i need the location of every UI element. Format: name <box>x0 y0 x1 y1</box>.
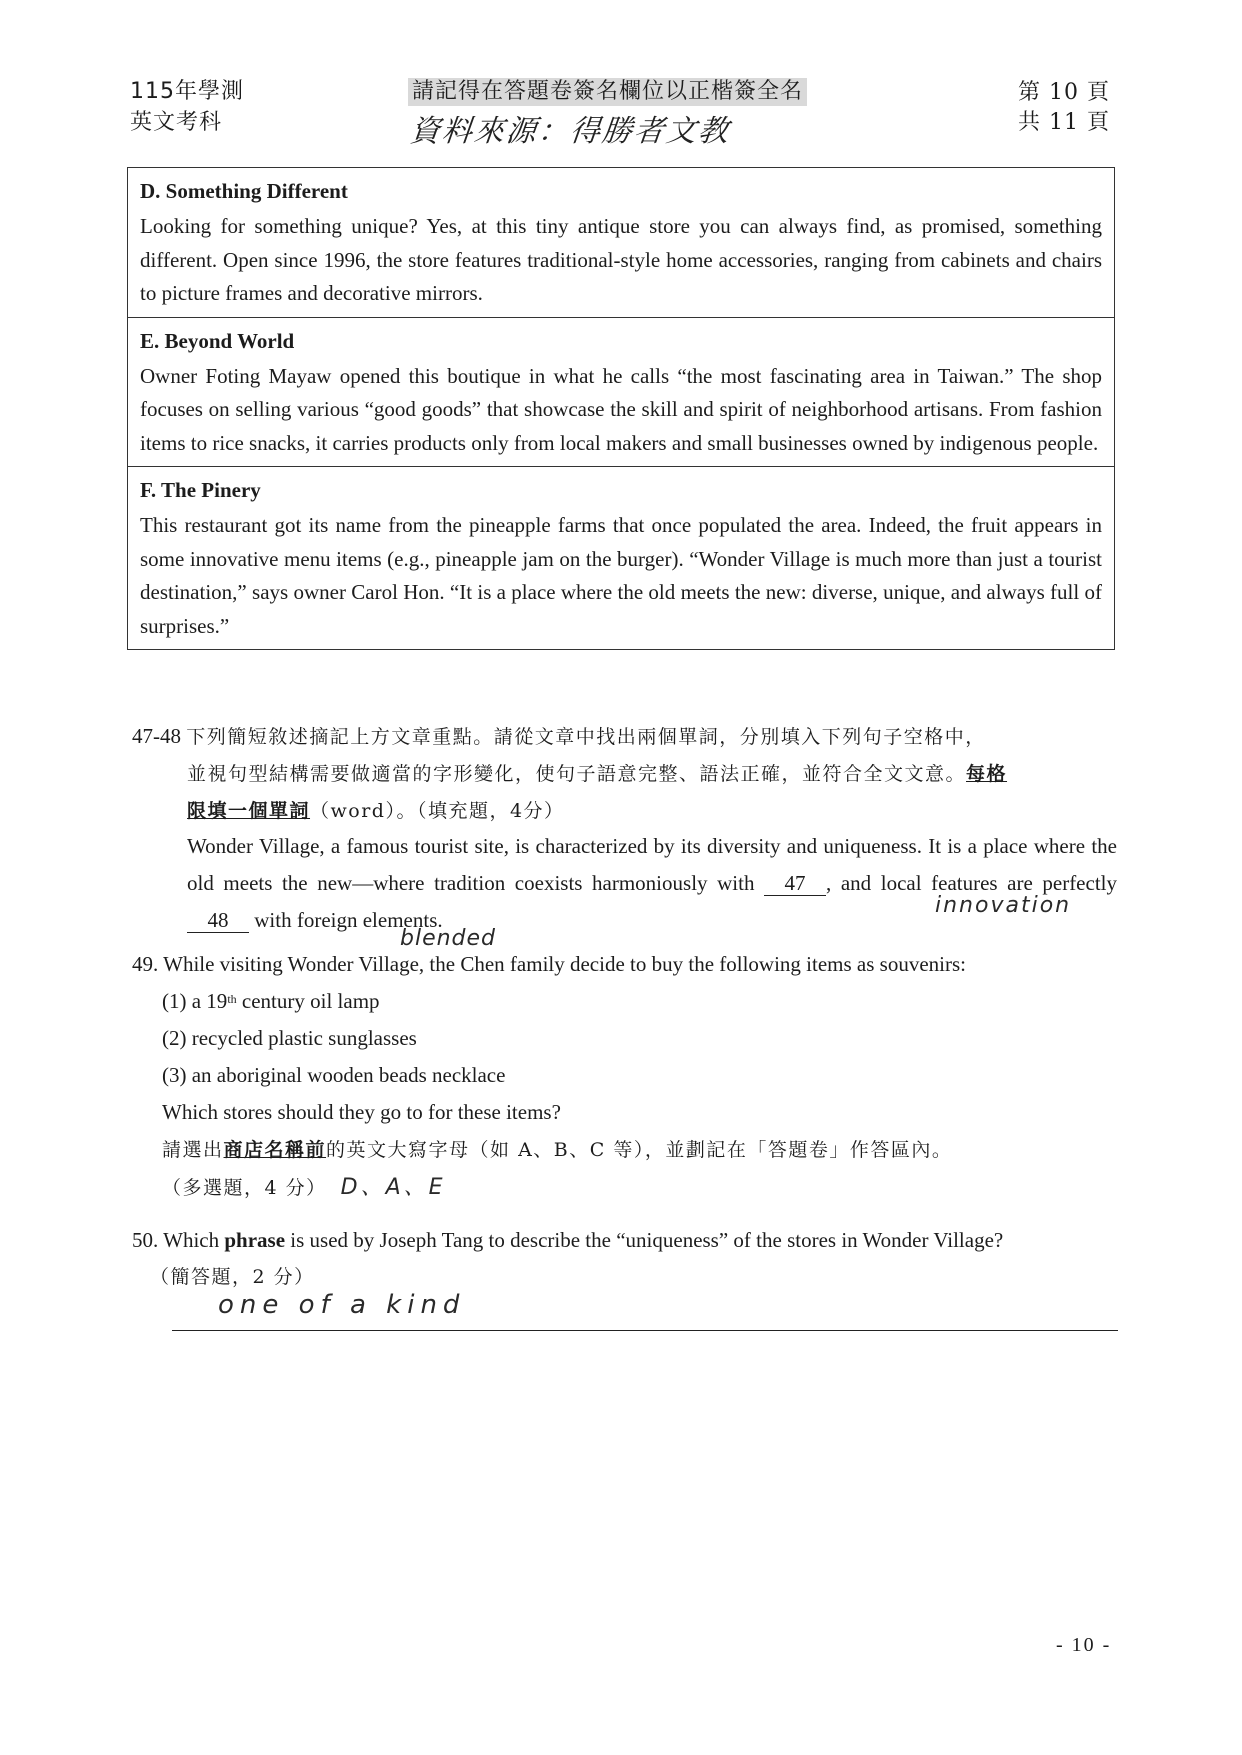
instruction-line-1: 下列簡短敘述摘記上方文章重點。請從文章中找出兩個單詞，分別填入下列句子空格中， <box>186 726 986 748</box>
question-50 <box>132 1222 1122 1295</box>
stem-post: is used by Joseph Tang to describe the “uniqueness” of the stores in Wonder Village? <box>285 1228 1004 1252</box>
question-prompt: Which stores should they go to for these items? <box>162 1100 561 1124</box>
blank-47[interactable]: 47 <box>764 871 826 896</box>
exam-subject: 英文考科 <box>130 110 223 135</box>
stem-emphasis: phrase <box>224 1228 286 1252</box>
page-current: 第 10 頁 <box>1018 80 1110 105</box>
exam-header-right <box>1018 78 1110 138</box>
answer-line[interactable] <box>172 1330 1118 1331</box>
handwritten-answer-49: D、A、E <box>340 1175 446 1200</box>
item-1 <box>132 983 1117 1020</box>
store-body: Looking for something unique? Yes, at this tiny antique store you can always find, as promised, something different. Open since 1996, the store features traditional-style home accessories, ranging from cabinets and chairs to picture frames and decorative mirrors. <box>140 214 1102 305</box>
instruction-emphasis-1: 每格 <box>966 763 1008 785</box>
store-d <box>128 168 1114 318</box>
store-descriptions-box <box>127 167 1115 650</box>
instruction-emphasis-2: 限填一個單詞 <box>187 800 311 822</box>
handwritten-answer-47: innovation <box>935 893 1072 918</box>
store-body: This restaurant got its name from the pineapple farms that once populated the area. Indeed, the fruit appears in some innovative menu items (e.g., pineapple jam on the burger). “Wonder Village is much more than just a tourist destination,” says owner Carol Hon. “It is a place where the old meets the new: diverse, unique, and always full of surprises.” <box>140 513 1102 638</box>
handwritten-answer-48: blended <box>400 926 497 951</box>
signature-reminder: 請記得在答題卷簽名欄位以正楷簽全名 <box>408 78 807 106</box>
exam-year: 115年學測 <box>130 79 244 104</box>
handwritten-source-note: 資料來源：得勝者文教 <box>408 114 732 149</box>
store-e <box>128 318 1114 468</box>
instruction-emphasis: 商店名稱前 <box>223 1139 327 1161</box>
instruction-line-3: （word）。（填充題，4分） <box>310 800 565 822</box>
item-superscript: th <box>227 992 237 1006</box>
question-type-note: （多選題，4 分） <box>162 1177 327 1199</box>
store-title: E. Beyond World <box>140 328 295 353</box>
instruction-post: 的英文大寫字母（如 A、B、C 等），並劃記在「答題卷」作答區內。 <box>326 1139 953 1161</box>
summary-text-3: with foreign elements. <box>254 908 443 932</box>
summary-paragraph <box>187 828 1117 939</box>
instruction-line-2: 並視句型結構需要做適當的字形變化，使句子語意完整、語法正確，並符合全文文意。 <box>187 763 967 785</box>
item-text: (1) a 19 <box>162 989 228 1013</box>
instruction-pre: 請選出 <box>162 1139 224 1161</box>
store-f <box>128 467 1114 649</box>
store-title: D. Something Different <box>140 179 348 203</box>
question-stem: 49. While visiting Wonder Village, the Chen family decide to buy the following items as souvenirs: <box>132 952 967 976</box>
blank-48[interactable]: 48 <box>187 908 249 933</box>
question-47-48 <box>132 718 1117 829</box>
store-title: F. The Pinery <box>140 478 261 502</box>
item-text: century oil lamp <box>236 989 380 1013</box>
summary-text-2: , and local features are perfectly <box>826 871 1117 895</box>
item-3: (3) an aboriginal wooden beads necklace <box>162 1063 506 1087</box>
page-number: - 10 - <box>1056 1634 1112 1656</box>
handwritten-answer-50: one of a kind <box>218 1290 466 1320</box>
question-type-note: （簡答題，2 分） <box>150 1266 315 1288</box>
exam-header-left <box>130 76 244 138</box>
question-49 <box>132 946 1117 1207</box>
stem-pre: 50. Which <box>132 1228 225 1252</box>
item-2: (2) recycled plastic sunglasses <box>162 1026 417 1050</box>
question-number: 47-48 <box>132 724 181 748</box>
page-total: 共 11 頁 <box>1018 110 1110 135</box>
store-body: Owner Foting Mayaw opened this boutique in what he calls “the most fascinating area in Taiwan.” The shop focuses on selling various “good goods” that showcase the skill and spirit of neighborhood artisans. From fashion items to rice snacks, it carries products only from local makers and small businesses owned by indigenous people. <box>140 363 1102 455</box>
summary-text-1: Wonder Village, a famous tourist site, is characterized by its diversity and uniqueness. It is a place where the old meets the new—where tradition coexists harmoniously with <box>187 834 1117 895</box>
